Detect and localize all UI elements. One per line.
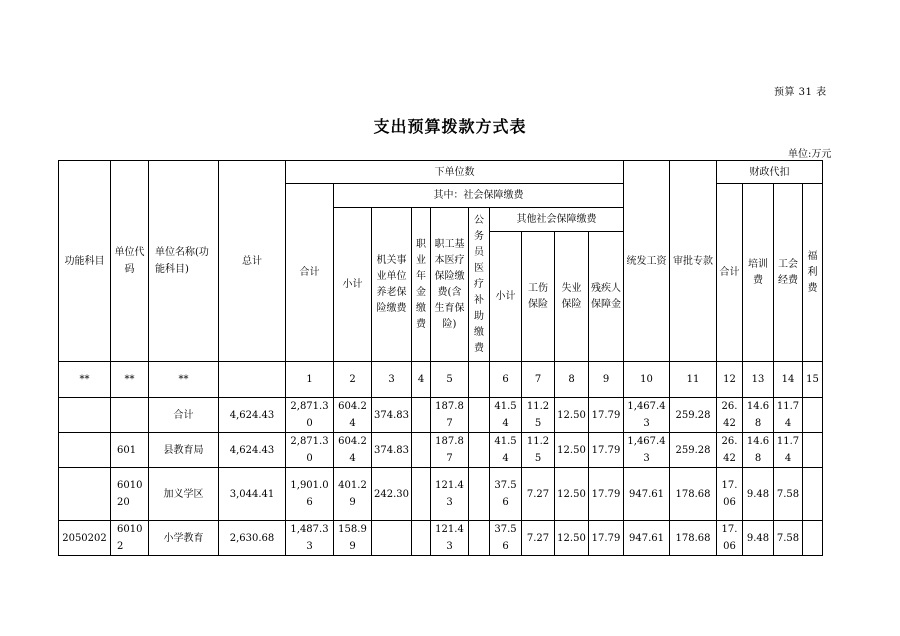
header-disabled: 残疾人保障金 <box>589 232 624 362</box>
table-cell: 947.61 <box>624 468 670 521</box>
table-cell: 121.43 <box>431 468 469 521</box>
header-total: 总计 <box>219 161 286 362</box>
table-cell: 121.43 <box>431 521 469 556</box>
unit-label: 单位:万元 <box>788 149 832 160</box>
header-training: 培训费 <box>743 184 774 362</box>
header-welfare: 福利费 <box>803 184 823 362</box>
index-cell: 11 <box>670 362 717 398</box>
table-cell: 小学教育 <box>149 521 219 556</box>
table-cell: 12.50 <box>555 433 589 468</box>
table-cell: 259.28 <box>670 433 717 468</box>
table-cell: 9.48 <box>743 468 774 521</box>
header-injury: 工伤保险 <box>522 232 555 362</box>
index-cell: 9 <box>589 362 624 398</box>
table-cell <box>803 398 823 433</box>
index-cell <box>469 362 490 398</box>
table-cell: 374.83 <box>372 433 412 468</box>
table-cell: 12.50 <box>555 398 589 433</box>
index-cell: 4 <box>412 362 431 398</box>
table-cell: 12.50 <box>555 521 589 556</box>
page-title: 支出预算拨款方式表 <box>373 117 527 136</box>
index-cell <box>219 362 286 398</box>
header-annuity: 职业年金缴费 <box>412 208 431 362</box>
table-cell: 601020 <box>111 468 149 521</box>
table-cell <box>111 398 149 433</box>
table-cell: 37.56 <box>490 521 522 556</box>
table-cell <box>59 468 111 521</box>
table-cell: 11.74 <box>774 433 803 468</box>
table-cell: 2050202 <box>59 521 111 556</box>
table-cell: 1,467.43 <box>624 433 670 468</box>
table-cell <box>803 468 823 521</box>
table-cell: 26.42 <box>717 398 743 433</box>
index-cell: ** <box>59 362 111 398</box>
table-cell: 1,467.43 <box>624 398 670 433</box>
table-cell: 11.74 <box>774 398 803 433</box>
header-approved: 审批专款 <box>670 161 717 362</box>
table-cell: 17.06 <box>717 468 743 521</box>
index-cell: ** <box>149 362 219 398</box>
index-row <box>59 362 823 398</box>
table-cell <box>59 433 111 468</box>
table-cell <box>469 433 490 468</box>
index-cell: ** <box>111 362 149 398</box>
header-union: 工会经费 <box>774 184 803 362</box>
table-cell: 7.27 <box>522 468 555 521</box>
table-cell: 37.56 <box>490 468 522 521</box>
table-cell: 178.68 <box>670 468 717 521</box>
table-cell: 41.54 <box>490 433 522 468</box>
table-cell <box>412 521 431 556</box>
table-cell: 14.68 <box>743 433 774 468</box>
header-pension: 机关事业单位养老保险缴费 <box>372 208 412 362</box>
header-code: 单位代码 <box>111 161 149 362</box>
table-cell: 2,871.30 <box>286 398 334 433</box>
table-cell: 7.58 <box>774 521 803 556</box>
table-cell: 17.06 <box>717 521 743 556</box>
table-cell: 县教育局 <box>149 433 219 468</box>
header-fiscal-heji: 合计 <box>717 184 743 362</box>
table-cell: 17.79 <box>589 398 624 433</box>
table-cell: 加义学区 <box>149 468 219 521</box>
table-row <box>59 433 823 468</box>
header-name: 单位名称(功能科目) <box>149 161 219 362</box>
table-cell: 26.42 <box>717 433 743 468</box>
header-medical: 职工基本医疗保险缴费(含生育保险) <box>431 208 469 362</box>
table-cell <box>412 398 431 433</box>
table-cell: 14.68 <box>743 398 774 433</box>
table-cell: 7.58 <box>774 468 803 521</box>
table-cell <box>803 521 823 556</box>
table-cell: 17.79 <box>589 433 624 468</box>
header-xiaoji: 小计 <box>334 208 372 362</box>
index-cell: 2 <box>334 362 372 398</box>
table-cell <box>412 468 431 521</box>
table-cell: 947.61 <box>624 521 670 556</box>
header-civil-med: 公务员医疗补助缴费 <box>469 208 490 362</box>
table-cell: 242.30 <box>372 468 412 521</box>
header-social-group: 其中：社会保障缴费 <box>334 184 624 208</box>
header-unified-pay: 统发工资 <box>624 161 670 362</box>
index-cell: 1 <box>286 362 334 398</box>
table-cell <box>803 433 823 468</box>
table-cell <box>469 398 490 433</box>
table-cell: 9.48 <box>743 521 774 556</box>
table-cell: 17.79 <box>589 468 624 521</box>
header-unemp: 失业保险 <box>555 232 589 362</box>
table-cell: 2,871.30 <box>286 433 334 468</box>
table-cell: 4,624.43 <box>219 433 286 468</box>
header-other-group: 其他社会保障缴费 <box>490 208 624 232</box>
table-cell <box>412 433 431 468</box>
index-cell: 3 <box>372 362 412 398</box>
table-cell <box>469 468 490 521</box>
table-cell: 合计 <box>149 398 219 433</box>
table-cell: 158.99 <box>334 521 372 556</box>
table-cell <box>372 521 412 556</box>
index-cell: 7 <box>522 362 555 398</box>
header-func: 功能科目 <box>59 161 111 362</box>
table-cell: 17.79 <box>589 521 624 556</box>
index-cell: 15 <box>803 362 823 398</box>
table-cell: 3,044.41 <box>219 468 286 521</box>
table-cell: 41.54 <box>490 398 522 433</box>
table-cell: 2,630.68 <box>219 521 286 556</box>
table-cell: 259.28 <box>670 398 717 433</box>
header-fiscal: 财政代扣 <box>717 161 823 184</box>
index-cell: 10 <box>624 362 670 398</box>
table-cell: 11.25 <box>522 433 555 468</box>
table-cell: 187.87 <box>431 433 469 468</box>
table-cell: 604.24 <box>334 398 372 433</box>
table-cell: 12.50 <box>555 468 589 521</box>
header-heji: 合计 <box>286 184 334 362</box>
index-cell: 6 <box>490 362 522 398</box>
table-cell: 1,487.33 <box>286 521 334 556</box>
table-cell: 7.27 <box>522 521 555 556</box>
table-row <box>59 468 823 521</box>
table-cell <box>469 521 490 556</box>
index-cell: 12 <box>717 362 743 398</box>
table-cell <box>59 398 111 433</box>
table-cell: 11.25 <box>522 398 555 433</box>
table-row <box>59 398 823 433</box>
table-cell: 401.29 <box>334 468 372 521</box>
header-sub-units: 下单位数 <box>286 161 624 184</box>
table-cell: 60102 <box>111 521 149 556</box>
table-cell: 601 <box>111 433 149 468</box>
table-cell: 187.87 <box>431 398 469 433</box>
table-cell: 604.24 <box>334 433 372 468</box>
table-cell: 1,901.06 <box>286 468 334 521</box>
table-reference: 预算 31 表 <box>774 87 827 98</box>
table-cell: 178.68 <box>670 521 717 556</box>
table-cell: 4,624.43 <box>219 398 286 433</box>
table-cell: 374.83 <box>372 398 412 433</box>
index-cell: 5 <box>431 362 469 398</box>
index-cell: 13 <box>743 362 774 398</box>
budget-table <box>58 160 823 556</box>
table-row <box>59 521 823 556</box>
index-cell: 14 <box>774 362 803 398</box>
header-other-xiaoji: 小计 <box>490 232 522 362</box>
index-cell: 8 <box>555 362 589 398</box>
